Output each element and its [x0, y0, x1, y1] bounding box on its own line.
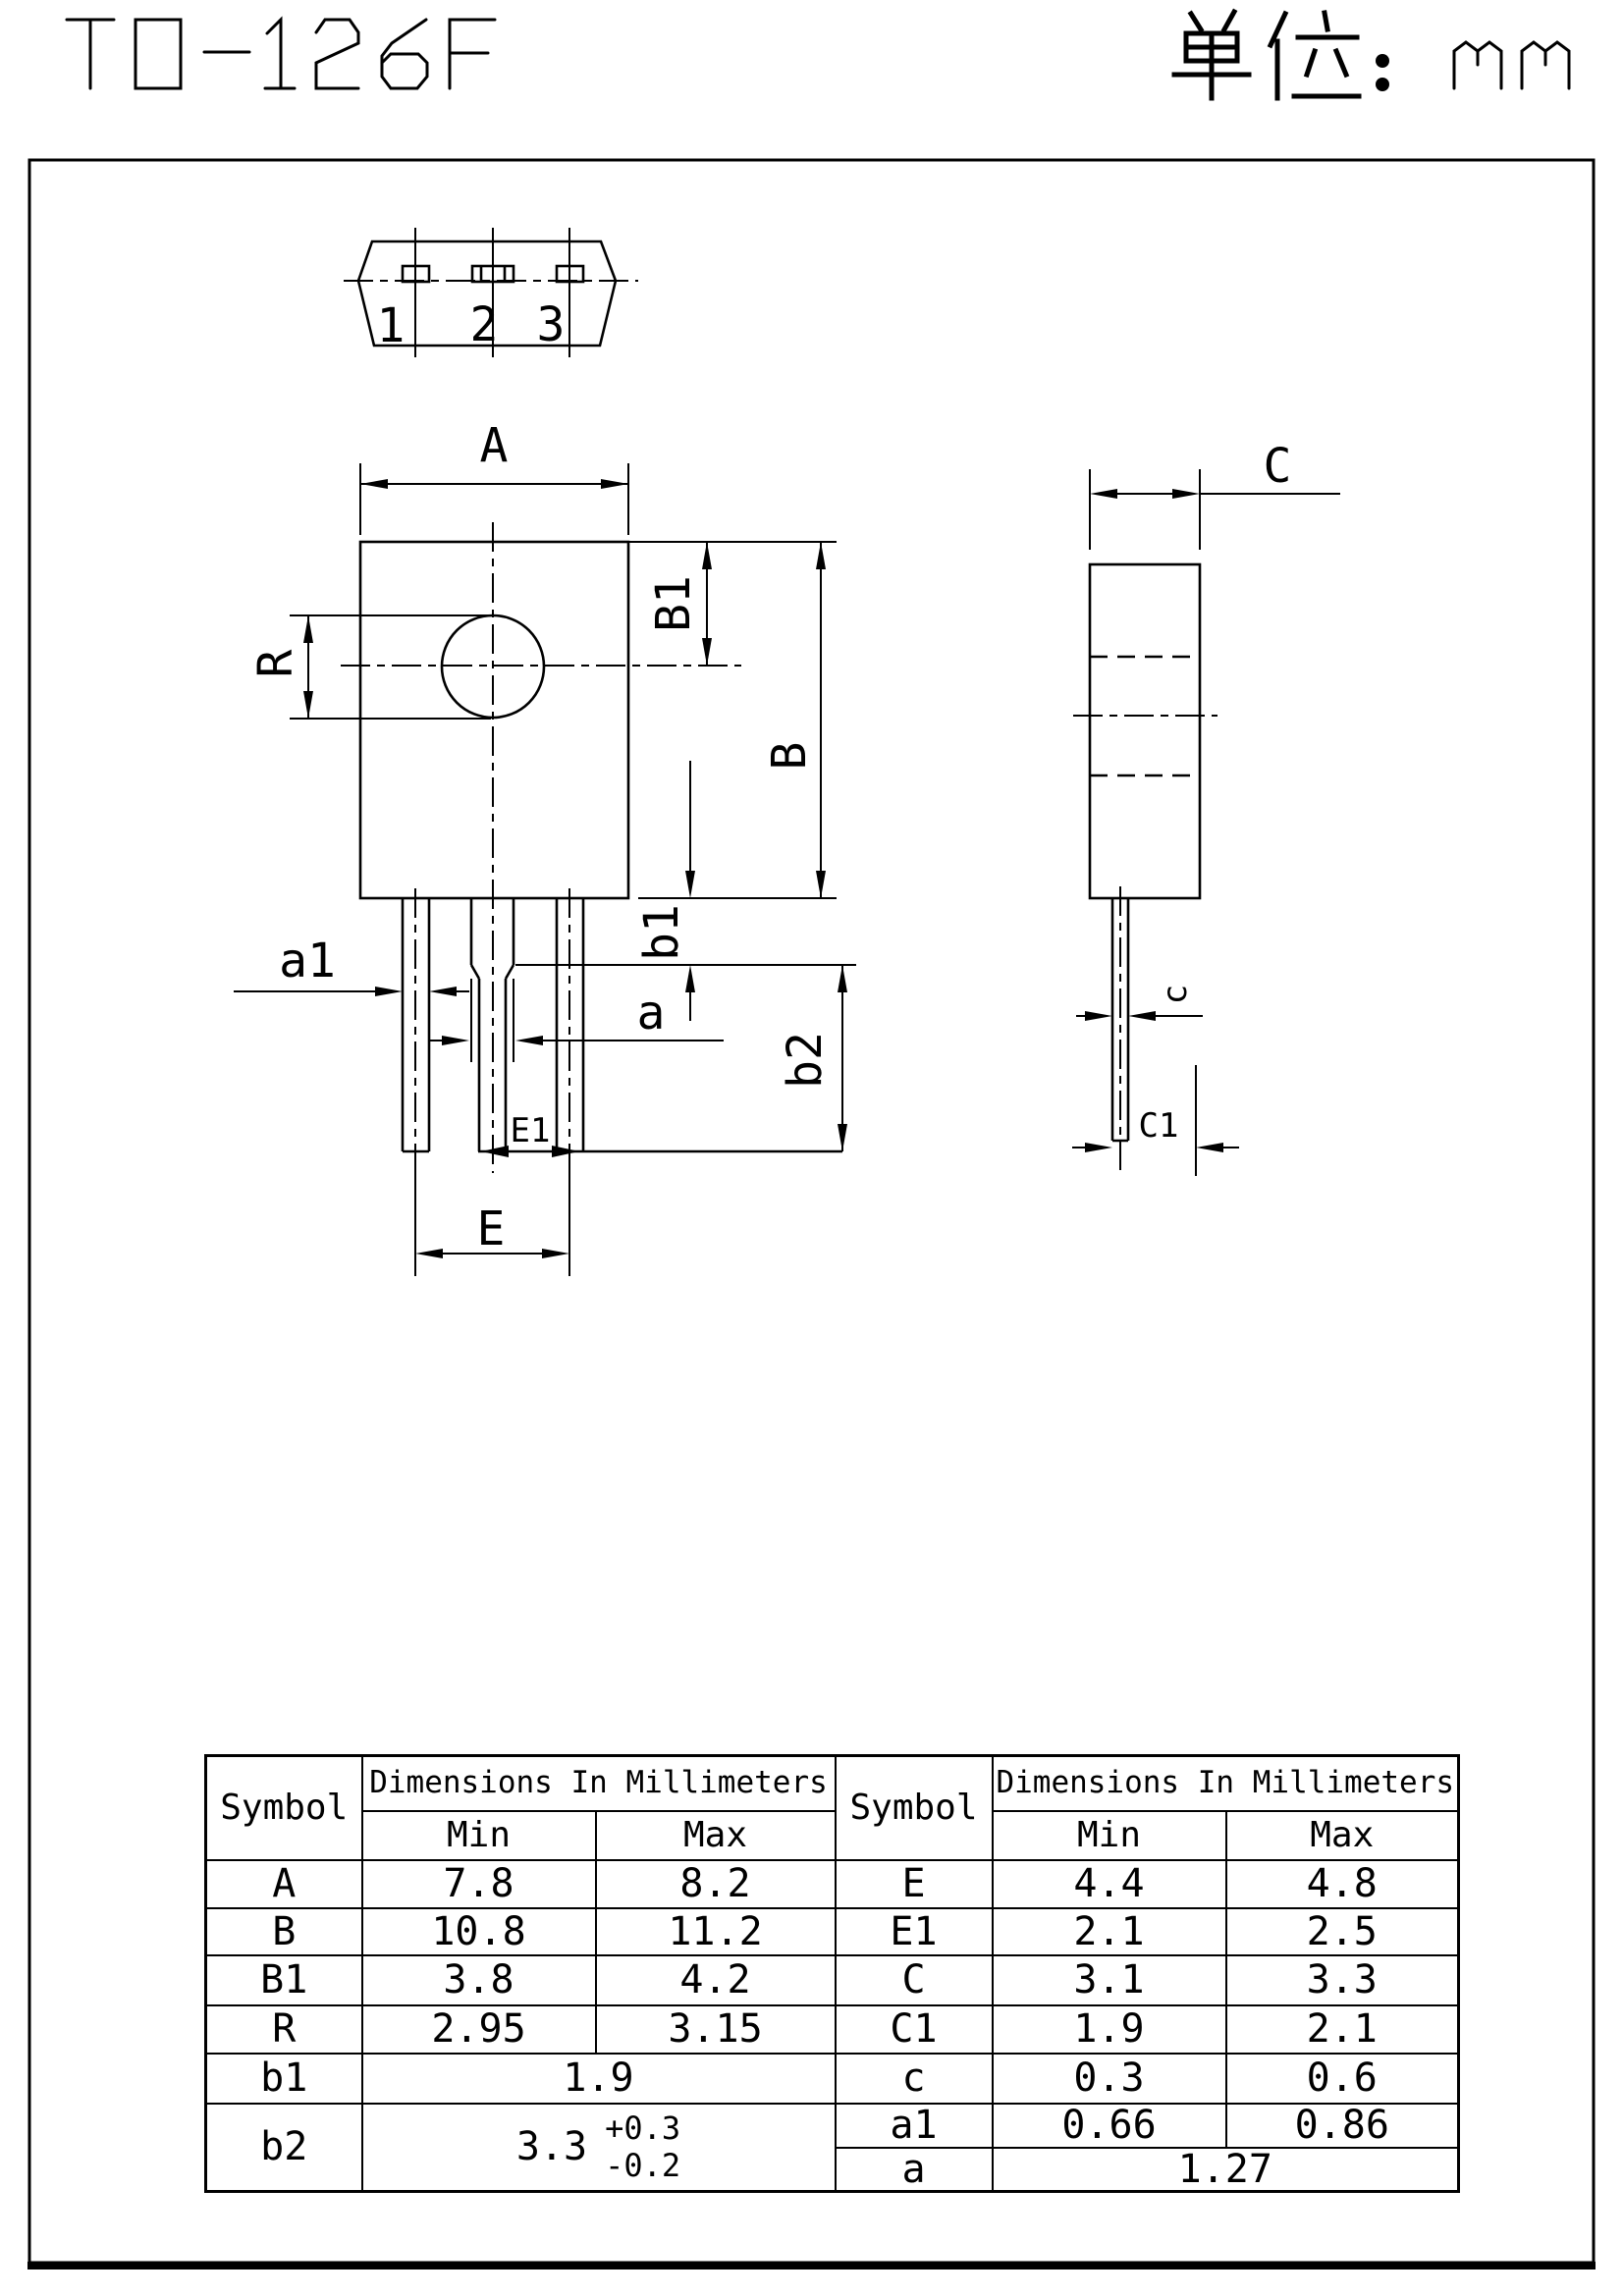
table-subheader-row	[206, 1811, 1459, 1860]
pin-label-2: 2	[469, 297, 499, 352]
dim-label-A: A	[479, 418, 509, 473]
dim-label-a1: a1	[279, 934, 336, 988]
header-min-right: Min	[993, 1811, 1226, 1860]
cell-symbol: E1	[836, 1908, 993, 1955]
cell-min: 10.8	[362, 1908, 596, 1955]
table-row	[206, 2005, 1459, 2054]
header-dims-right: Dimensions In Millimeters	[993, 1756, 1459, 1811]
header-symbol-right: Symbol	[836, 1756, 993, 1860]
dim-label-B1: B1	[646, 575, 701, 632]
header-symbol-left: Symbol	[206, 1756, 362, 1860]
dim-label-E1: E1	[510, 1111, 551, 1150]
cell-max: 11.2	[596, 1908, 836, 1955]
package-body-side	[1090, 564, 1200, 898]
header-max-right: Max	[1226, 1811, 1459, 1860]
header-min-left: Min	[362, 1811, 596, 1860]
cell-symbol: R	[206, 2005, 362, 2054]
dim-label-C: C	[1263, 439, 1292, 494]
cell-symbol: a1	[836, 2104, 993, 2148]
cell-span: 1.27	[993, 2148, 1459, 2192]
cell-max: 2.1	[1226, 2005, 1459, 2054]
cell-min: 0.3	[993, 2054, 1226, 2104]
cell-min: 1.9	[993, 2005, 1226, 2054]
cell-symbol: B	[206, 1908, 362, 1955]
dim-label-C1: C1	[1138, 1106, 1179, 1146]
cell-max: 4.8	[1226, 1860, 1459, 1908]
dim-label-a: a	[636, 986, 666, 1041]
cell-min: 4.4	[993, 1860, 1226, 1908]
package-body	[360, 542, 628, 898]
cell-symbol: E	[836, 1860, 993, 1908]
dimensions-table	[204, 1754, 1460, 2193]
top-view	[344, 228, 638, 357]
pin-label-1: 1	[376, 298, 406, 353]
cell-max: 3.3	[1226, 1955, 1459, 2005]
table-row	[206, 2054, 1459, 2104]
table-header-row	[206, 1756, 1459, 1811]
b2-tol-minus: -0.2	[605, 2147, 681, 2185]
cell-max: 2.5	[1226, 1908, 1459, 1955]
cell-symbol: C1	[836, 2005, 993, 2054]
cell-min: 3.8	[362, 1955, 596, 2005]
cell-symbol: B1	[206, 1955, 362, 2005]
cell-min: 3.1	[993, 1955, 1226, 2005]
cell-min: 0.66	[993, 2104, 1226, 2148]
unit-hanzi-wei	[1271, 13, 1359, 98]
page-title-glyphs	[67, 20, 495, 88]
cell-span: 1.9	[362, 2054, 836, 2104]
dim-label-b1: b1	[634, 904, 689, 961]
dim-label-b2: b2	[778, 1032, 833, 1089]
side-view	[1072, 439, 1340, 1176]
table-row	[206, 1955, 1459, 2005]
dim-label-R: R	[248, 649, 303, 678]
unit-hanzi-dan	[1174, 12, 1249, 98]
cell-min: 7.8	[362, 1860, 596, 1908]
unit-colon	[1376, 54, 1389, 91]
cell-span-tolerance	[362, 2104, 836, 2192]
cell-symbol: A	[206, 1860, 362, 1908]
unit-mm-glyphs	[1454, 42, 1569, 88]
dim-label-E: E	[476, 1201, 506, 1256]
b2-tol-plus: +0.3	[605, 2109, 681, 2147]
dim-label-c: c	[1156, 984, 1195, 1005]
cell-min: 2.95	[362, 2005, 596, 2054]
table-row	[206, 1908, 1459, 1955]
cell-max: 0.86	[1226, 2104, 1459, 2148]
header-max-left: Max	[596, 1811, 836, 1860]
table-row	[206, 2104, 1459, 2148]
cell-max: 8.2	[596, 1860, 836, 1908]
header-dims-left: Dimensions In Millimeters	[362, 1756, 836, 1811]
cell-symbol: b1	[206, 2054, 362, 2104]
front-view	[234, 418, 856, 1276]
cell-max: 3.15	[596, 2005, 836, 2054]
unit-label	[1174, 12, 1569, 98]
cell-max: 4.2	[596, 1955, 836, 2005]
table-row	[206, 1860, 1459, 1908]
cell-symbol: b2	[206, 2104, 362, 2192]
cell-symbol: C	[836, 1955, 993, 2005]
b2-nominal: 3.3	[515, 2124, 588, 2170]
cell-symbol: c	[836, 2054, 993, 2104]
cell-min: 2.1	[993, 1908, 1226, 1955]
dim-label-B: B	[762, 741, 817, 771]
b2-tolerance	[605, 2109, 680, 2185]
cell-max: 0.6	[1226, 2054, 1459, 2104]
cell-symbol: a	[836, 2148, 993, 2192]
pin-label-3: 3	[536, 297, 566, 352]
